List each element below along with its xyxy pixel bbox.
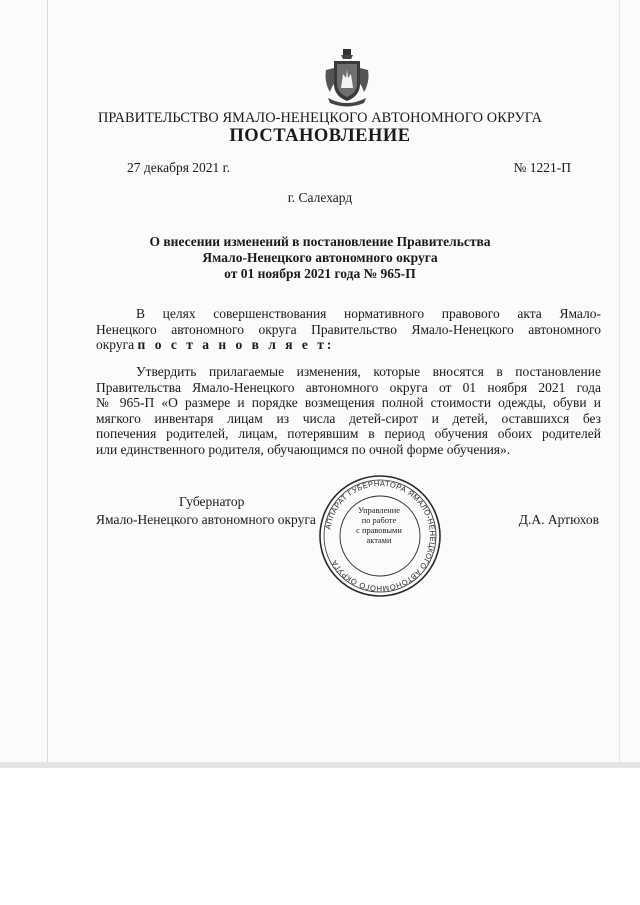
document-city: г. Салехард (287, 190, 353, 205)
title-line: Ямало-Ненецкого автономного округа (202, 250, 438, 265)
title-line: О внесении изменений в постановление Правительства (149, 234, 491, 249)
signatory-name: Д.А. Артюхов (518, 512, 599, 527)
decision-paragraph (96, 364, 601, 458)
paragraph-line: Правительства Ямало-Ненецкого автономного округа от 01 ноября 2021 года (96, 379, 601, 395)
stamp-center-line: Управление (357, 506, 400, 515)
paragraph-line: № 965-П «О размере и порядке возмещения полной стоимости одежды, обуви и (96, 395, 601, 411)
stamp-ring-text: АППАРАТ ГУБЕРНАТОРА ЯМАЛО-НЕНЕЦКОГО АВТОНОМНОГО ОКРУГА (323, 478, 438, 594)
document-type: ПОСТАНОВЛЕНИЕ (229, 126, 411, 146)
page-edge-bottom (0, 762, 640, 768)
stamp-center-line: по работе (361, 516, 397, 525)
preamble-paragraph (96, 306, 601, 353)
signatory-organization: Ямало-Ненецкого автономного округа (96, 512, 316, 527)
paragraph-line: попечения родителей, лицам, потерявшим в период обучения обоих родителей (96, 426, 601, 442)
title-line: от 01 ноября 2021 года № 965-П (224, 266, 416, 281)
paragraph-line (96, 337, 601, 353)
decree-word: п о с т а н о в л я е т: (137, 337, 335, 353)
signatory-role: Губернатор (179, 494, 245, 509)
coat-of-arms-icon (322, 48, 372, 110)
stamp-center-text (340, 506, 418, 546)
document-date: 27 декабря 2021 г. (127, 160, 231, 175)
paragraph-line: или единственного родителя, обучающимся по очной форме обучения». (96, 441, 511, 457)
government-heading: ПРАВИТЕЛЬСТВО ЯМАЛО-НЕНЕЦКОГО АВТОНОМНОГО ОКРУГА (97, 110, 543, 126)
stamp-center-line: актами (366, 536, 392, 545)
paragraph-line: В целях совершенствования нормативного правового акта Ямало- (136, 306, 601, 321)
document-number: № 1221-П (513, 160, 571, 175)
paragraph-line: мягкого инвентаря лицам из числа детей-сирот и детей, оставшихся без (96, 410, 601, 426)
stamp-center-line: с правовыми (356, 526, 402, 535)
document-title (0, 234, 640, 282)
paragraph-line: Утвердить прилагаемые изменения, которые вносятся в постановление (136, 364, 601, 379)
paragraph-line: Ненецкого автономного округа Правительство Ямало-Ненецкого автономного (96, 321, 601, 337)
paragraph-line-text: округа (96, 337, 135, 353)
